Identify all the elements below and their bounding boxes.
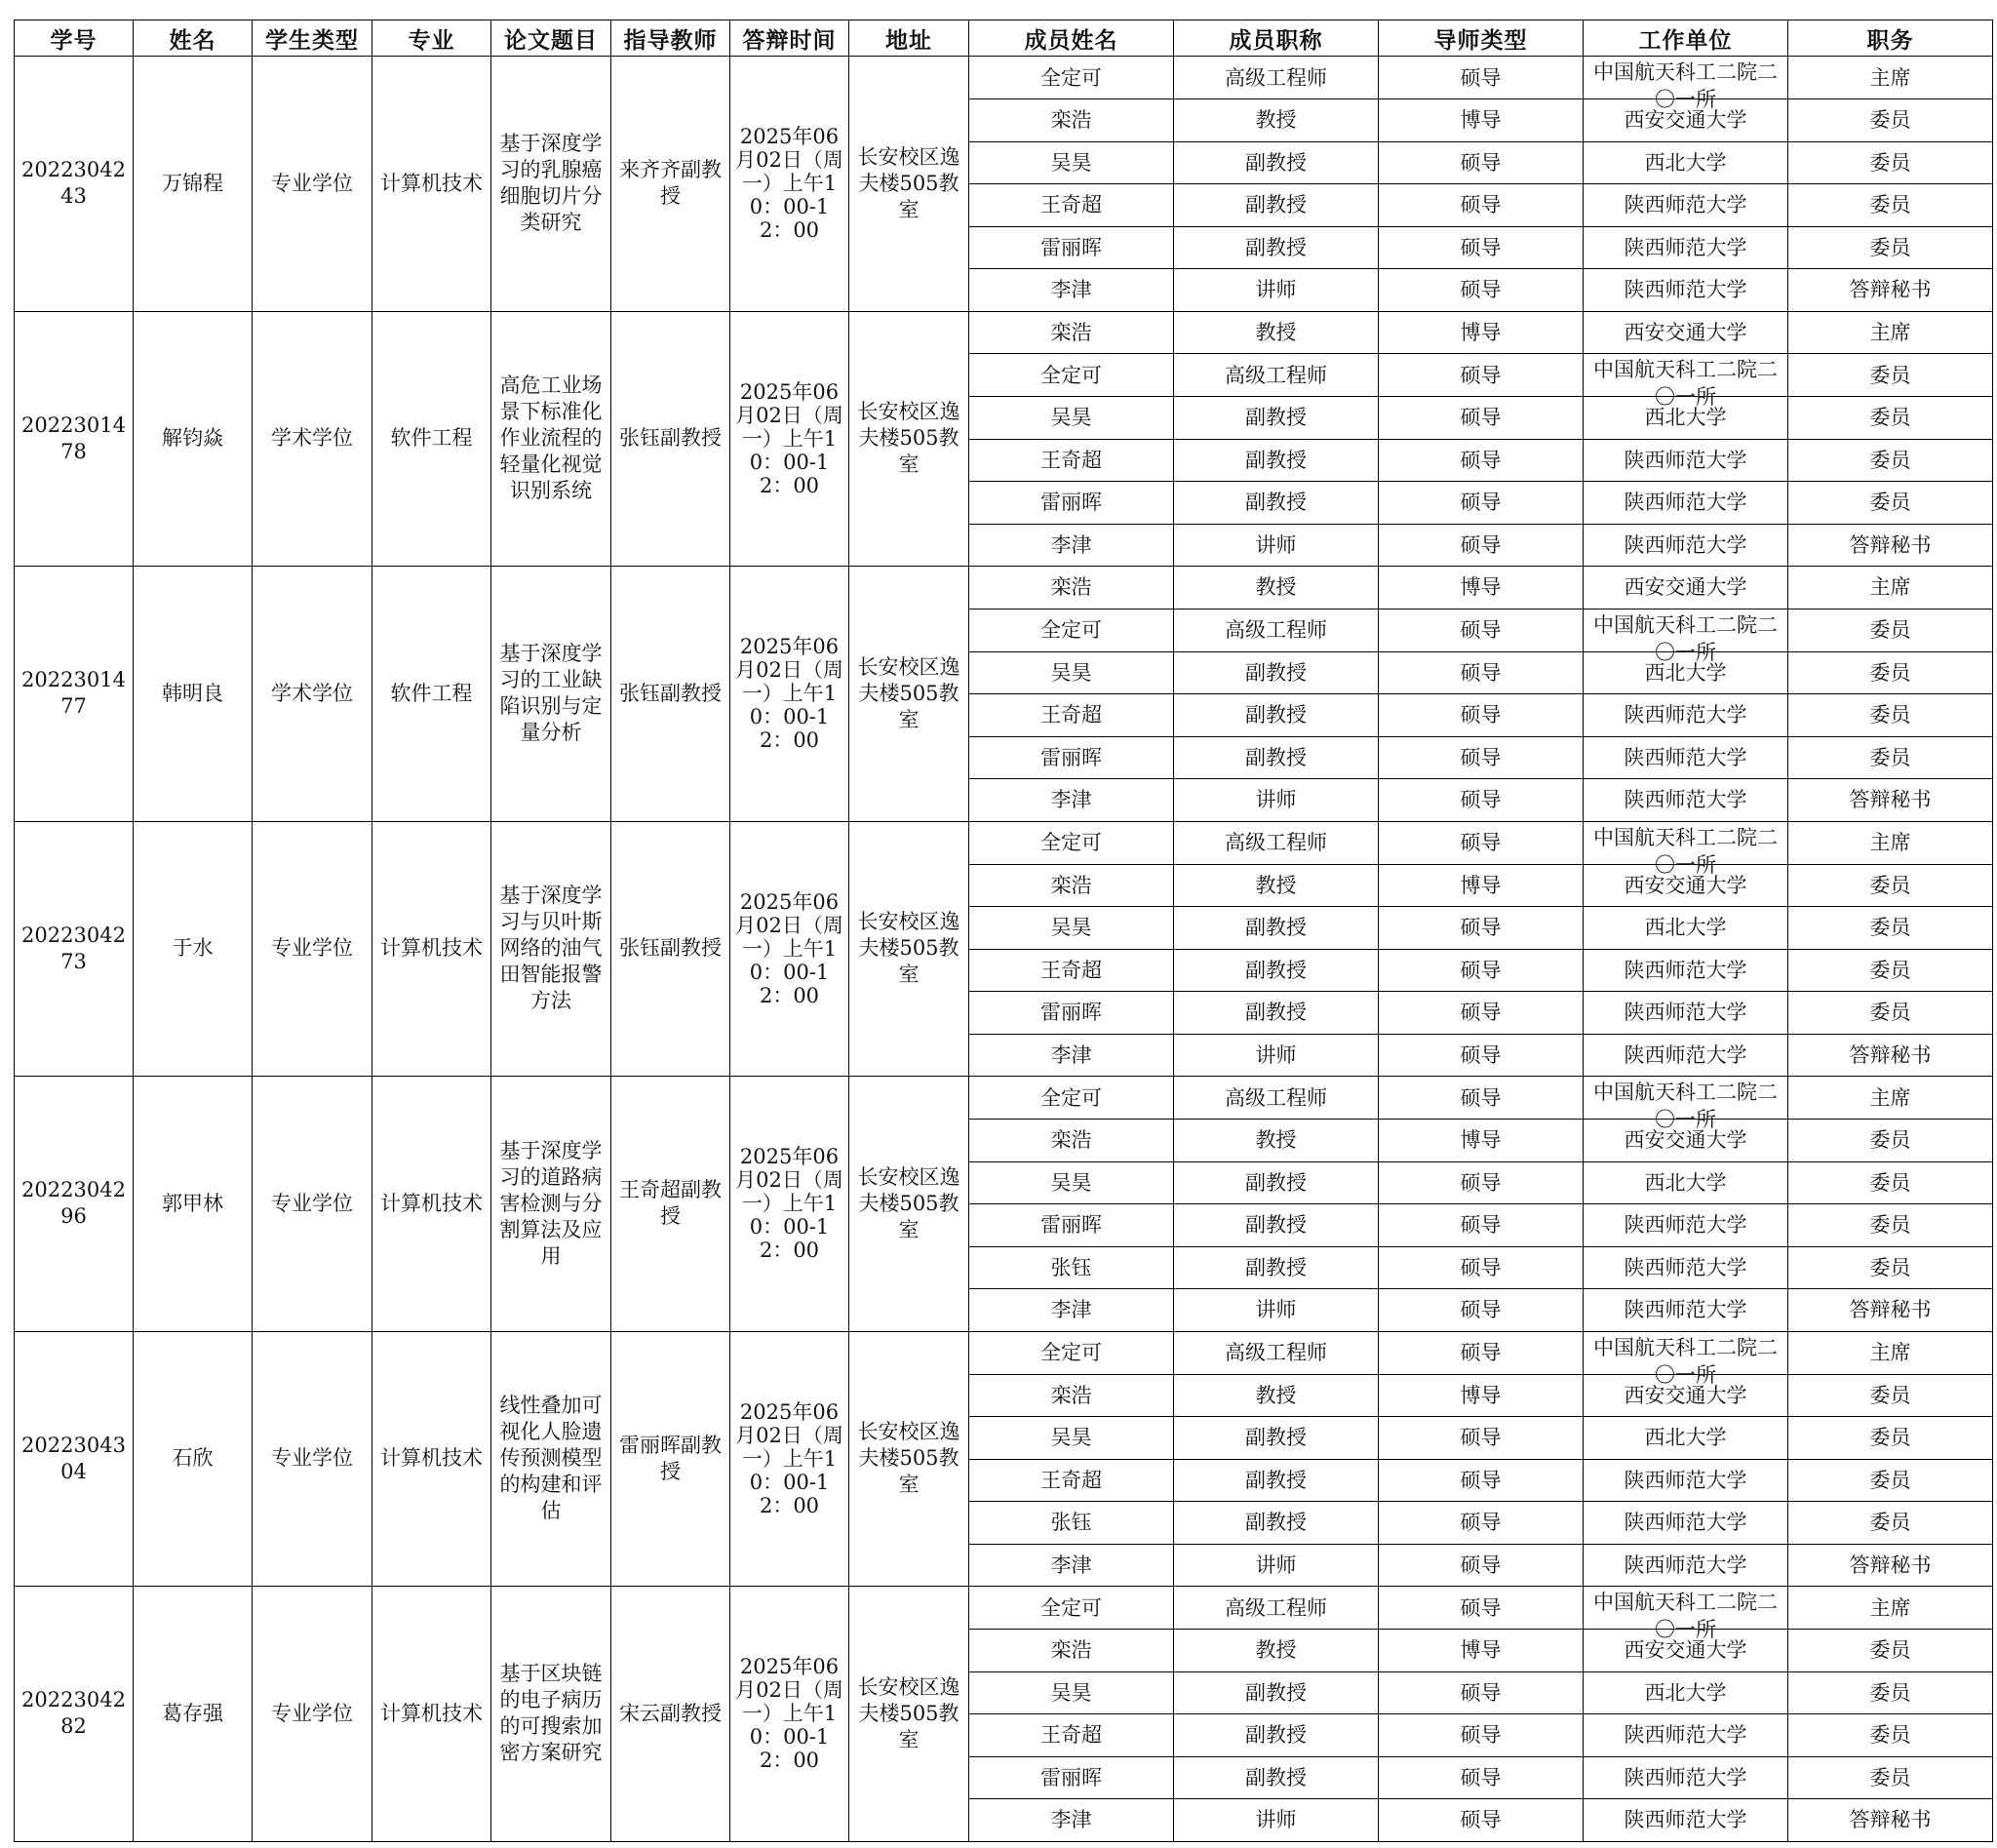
work-unit-cell: 西安交通大学 bbox=[1584, 1374, 1788, 1417]
work-unit-cell: 陕西师范大学 bbox=[1584, 736, 1788, 779]
advisor-cell: 张钰副教授 bbox=[611, 567, 730, 822]
tutor-type-cell: 硕导 bbox=[1379, 57, 1584, 99]
member-rank-cell: 副教授 bbox=[1174, 1417, 1379, 1460]
table-body bbox=[15, 57, 1993, 1842]
member-rank-cell: 教授 bbox=[1174, 864, 1379, 907]
member-name-cell: 吴昊 bbox=[969, 141, 1174, 184]
major-cell: 计算机技术 bbox=[372, 1077, 491, 1332]
major-cell: 软件工程 bbox=[372, 311, 491, 567]
member-rank-cell: 讲师 bbox=[1174, 779, 1379, 822]
member-role-cell: 主席 bbox=[1788, 821, 1993, 864]
member-rank-cell: 高级工程师 bbox=[1174, 57, 1379, 99]
major-cell: 计算机技术 bbox=[372, 1331, 491, 1587]
member-name-cell: 吴昊 bbox=[969, 651, 1174, 694]
work-unit-cell: 陕西师范大学 bbox=[1584, 482, 1788, 525]
header-student-type: 学生类型 bbox=[253, 20, 372, 57]
member-rank-cell: 副教授 bbox=[1174, 992, 1379, 1035]
member-role-cell: 答辩秘书 bbox=[1788, 524, 1993, 567]
table-row bbox=[15, 1077, 1993, 1120]
member-name-cell: 李津 bbox=[969, 524, 1174, 567]
member-name-cell: 雷丽晖 bbox=[969, 226, 1174, 269]
member-role-cell: 委员 bbox=[1788, 1502, 1993, 1545]
advisor-cell: 来齐齐副教授 bbox=[611, 57, 730, 312]
member-role-cell: 委员 bbox=[1788, 439, 1993, 482]
member-role-cell: 答辩秘书 bbox=[1788, 779, 1993, 822]
member-role-cell: 委员 bbox=[1788, 141, 1993, 184]
member-rank-cell: 副教授 bbox=[1174, 1756, 1379, 1799]
table-row bbox=[15, 311, 1993, 354]
member-rank-cell: 副教授 bbox=[1174, 949, 1379, 992]
member-name-cell: 王奇超 bbox=[969, 184, 1174, 227]
member-rank-cell: 副教授 bbox=[1174, 226, 1379, 269]
member-rank-cell: 副教授 bbox=[1174, 694, 1379, 737]
member-role-cell: 主席 bbox=[1788, 57, 1993, 99]
member-role-cell: 主席 bbox=[1788, 1587, 1993, 1630]
member-role-cell: 委员 bbox=[1788, 184, 1993, 227]
tutor-type-cell: 硕导 bbox=[1379, 1714, 1584, 1757]
work-unit-cell: 西北大学 bbox=[1584, 651, 1788, 694]
member-rank-cell: 讲师 bbox=[1174, 1289, 1379, 1332]
member-name-cell: 全定可 bbox=[969, 609, 1174, 651]
member-name-cell: 吴昊 bbox=[969, 397, 1174, 440]
thesis-title-cell: 基于深度学习与贝叶斯网络的油气田智能报警方法 bbox=[491, 821, 611, 1077]
member-role-cell: 答辩秘书 bbox=[1788, 1289, 1993, 1332]
member-rank-cell: 副教授 bbox=[1174, 1502, 1379, 1545]
member-rank-cell: 教授 bbox=[1174, 1374, 1379, 1417]
member-name-cell: 李津 bbox=[969, 779, 1174, 822]
header-work-unit: 工作单位 bbox=[1584, 20, 1788, 57]
defense-schedule-table bbox=[14, 20, 1993, 1842]
member-rank-cell: 副教授 bbox=[1174, 907, 1379, 950]
member-rank-cell: 教授 bbox=[1174, 99, 1379, 142]
work-unit-cell bbox=[1584, 609, 1788, 664]
member-role-cell: 委员 bbox=[1788, 354, 1993, 397]
header-major: 专业 bbox=[372, 20, 491, 57]
tutor-type-cell: 硕导 bbox=[1379, 821, 1584, 864]
work-unit-cell bbox=[1584, 354, 1788, 409]
member-role-cell: 委员 bbox=[1788, 907, 1993, 950]
tutor-type-cell: 硕导 bbox=[1379, 736, 1584, 779]
tutor-type-cell: 硕导 bbox=[1379, 1034, 1584, 1077]
work-unit-cell: 陕西师范大学 bbox=[1584, 269, 1788, 312]
work-unit-cell: 西北大学 bbox=[1584, 1671, 1788, 1714]
tutor-type-cell: 博导 bbox=[1379, 864, 1584, 907]
member-rank-cell: 教授 bbox=[1174, 311, 1379, 354]
work-unit-cell: 西安交通大学 bbox=[1584, 99, 1788, 142]
member-name-cell: 李津 bbox=[969, 1799, 1174, 1842]
member-name-cell: 李津 bbox=[969, 1289, 1174, 1332]
address-cell: 长安校区逸夫楼505教室 bbox=[849, 1077, 969, 1332]
header-role: 职务 bbox=[1788, 20, 1993, 57]
work-unit-cell: 陕西师范大学 bbox=[1584, 184, 1788, 227]
work-unit-text: 中国航天科工二院二〇一所 bbox=[1593, 1335, 1778, 1387]
work-unit-cell bbox=[1584, 1331, 1788, 1387]
member-name-cell: 栾浩 bbox=[969, 567, 1174, 609]
member-name-cell: 雷丽晖 bbox=[969, 482, 1174, 525]
header-student-id: 学号 bbox=[15, 20, 134, 57]
header-defense-time: 答辩时间 bbox=[730, 20, 849, 57]
tutor-type-cell: 硕导 bbox=[1379, 141, 1584, 184]
member-name-cell: 雷丽晖 bbox=[969, 736, 1174, 779]
member-name-cell: 全定可 bbox=[969, 821, 1174, 864]
header-advisor: 指导教师 bbox=[611, 20, 730, 57]
member-rank-cell: 副教授 bbox=[1174, 1246, 1379, 1289]
tutor-type-cell: 硕导 bbox=[1379, 992, 1584, 1035]
table-row bbox=[15, 821, 1993, 864]
address-cell: 长安校区逸夫楼505教室 bbox=[849, 821, 969, 1077]
tutor-type-cell: 硕导 bbox=[1379, 1671, 1584, 1714]
student-id-cell: 2022304273 bbox=[15, 821, 134, 1077]
member-role-cell: 委员 bbox=[1788, 99, 1993, 142]
student-type-cell: 学术学位 bbox=[253, 311, 372, 567]
member-name-cell: 王奇超 bbox=[969, 694, 1174, 737]
member-name-cell: 李津 bbox=[969, 1034, 1174, 1077]
member-role-cell: 答辩秘书 bbox=[1788, 1799, 1993, 1842]
member-name-cell: 王奇超 bbox=[969, 949, 1174, 992]
student-id-cell: 2022304296 bbox=[15, 1077, 134, 1332]
work-unit-cell: 陕西师范大学 bbox=[1584, 1714, 1788, 1757]
tutor-type-cell: 硕导 bbox=[1379, 651, 1584, 694]
member-role-cell: 委员 bbox=[1788, 864, 1993, 907]
member-role-cell: 主席 bbox=[1788, 1331, 1993, 1374]
tutor-type-cell: 硕导 bbox=[1379, 439, 1584, 482]
member-role-cell: 委员 bbox=[1788, 992, 1993, 1035]
work-unit-cell bbox=[1584, 821, 1788, 877]
advisor-cell: 张钰副教授 bbox=[611, 311, 730, 567]
address-cell: 长安校区逸夫楼505教室 bbox=[849, 1587, 969, 1842]
member-rank-cell: 副教授 bbox=[1174, 397, 1379, 440]
thesis-title-cell: 基于区块链的电子病历的可搜索加密方案研究 bbox=[491, 1587, 611, 1842]
student-id-cell: 2022304243 bbox=[15, 57, 134, 312]
student-type-cell: 专业学位 bbox=[253, 1587, 372, 1842]
thesis-title-cell: 基于深度学习的道路病害检测与分割算法及应用 bbox=[491, 1077, 611, 1332]
member-role-cell: 委员 bbox=[1788, 736, 1993, 779]
member-rank-cell: 副教授 bbox=[1174, 1204, 1379, 1247]
header-member-name: 成员姓名 bbox=[969, 20, 1174, 57]
defense-time-cell: 2025年06月02日（周一）上午10：00-12：00 bbox=[730, 1587, 849, 1842]
table-row bbox=[15, 567, 1993, 609]
tutor-type-cell: 硕导 bbox=[1379, 1077, 1584, 1120]
work-unit-cell: 陕西师范大学 bbox=[1584, 949, 1788, 992]
member-rank-cell: 副教授 bbox=[1174, 1459, 1379, 1502]
member-name-cell: 李津 bbox=[969, 269, 1174, 312]
work-unit-cell: 陕西师范大学 bbox=[1584, 226, 1788, 269]
member-rank-cell: 副教授 bbox=[1174, 1714, 1379, 1757]
member-name-cell: 全定可 bbox=[969, 1331, 1174, 1374]
tutor-type-cell: 硕导 bbox=[1379, 1756, 1584, 1799]
tutor-type-cell: 硕导 bbox=[1379, 482, 1584, 525]
member-role-cell: 委员 bbox=[1788, 482, 1993, 525]
member-role-cell: 主席 bbox=[1788, 567, 1993, 609]
student-type-cell: 专业学位 bbox=[253, 821, 372, 1077]
member-name-cell: 全定可 bbox=[969, 1587, 1174, 1630]
address-cell: 长安校区逸夫楼505教室 bbox=[849, 567, 969, 822]
student-id-cell: 2022304282 bbox=[15, 1587, 134, 1842]
address-cell: 长安校区逸夫楼505教室 bbox=[849, 311, 969, 567]
advisor-cell: 张钰副教授 bbox=[611, 821, 730, 1077]
tutor-type-cell: 硕导 bbox=[1379, 397, 1584, 440]
member-role-cell: 委员 bbox=[1788, 1161, 1993, 1204]
student-name-cell: 葛存强 bbox=[134, 1587, 253, 1842]
work-unit-cell: 陕西师范大学 bbox=[1584, 1502, 1788, 1545]
work-unit-cell: 陕西师范大学 bbox=[1584, 1289, 1788, 1332]
work-unit-cell: 西安交通大学 bbox=[1584, 311, 1788, 354]
tutor-type-cell: 硕导 bbox=[1379, 524, 1584, 567]
member-role-cell: 答辩秘书 bbox=[1788, 1544, 1993, 1587]
member-rank-cell: 教授 bbox=[1174, 567, 1379, 609]
tutor-type-cell: 博导 bbox=[1379, 1374, 1584, 1417]
member-name-cell: 吴昊 bbox=[969, 907, 1174, 950]
work-unit-cell: 陕西师范大学 bbox=[1584, 1246, 1788, 1289]
thesis-title-cell: 线性叠加可视化人脸遗传预测模型的构建和评估 bbox=[491, 1331, 611, 1587]
work-unit-cell: 西北大学 bbox=[1584, 907, 1788, 950]
member-role-cell: 委员 bbox=[1788, 1204, 1993, 1247]
member-name-cell: 李津 bbox=[969, 1544, 1174, 1587]
member-role-cell: 委员 bbox=[1788, 1120, 1993, 1162]
tutor-type-cell: 硕导 bbox=[1379, 1417, 1584, 1460]
member-role-cell: 委员 bbox=[1788, 1246, 1993, 1289]
tutor-type-cell: 博导 bbox=[1379, 1120, 1584, 1162]
tutor-type-cell: 硕导 bbox=[1379, 269, 1584, 312]
tutor-type-cell: 硕导 bbox=[1379, 1331, 1584, 1374]
work-unit-text: 中国航天科工二院二〇一所 bbox=[1593, 825, 1778, 877]
member-name-cell: 栾浩 bbox=[969, 1374, 1174, 1417]
member-rank-cell: 副教授 bbox=[1174, 651, 1379, 694]
table-row bbox=[15, 57, 1993, 99]
advisor-cell: 宋云副教授 bbox=[611, 1587, 730, 1842]
advisor-cell: 雷丽晖副教授 bbox=[611, 1331, 730, 1587]
member-role-cell: 委员 bbox=[1788, 1417, 1993, 1460]
tutor-type-cell: 硕导 bbox=[1379, 354, 1584, 397]
student-name-cell: 于水 bbox=[134, 821, 253, 1077]
member-name-cell: 张钰 bbox=[969, 1502, 1174, 1545]
member-rank-cell: 高级工程师 bbox=[1174, 821, 1379, 864]
work-unit-cell: 陕西师范大学 bbox=[1584, 1756, 1788, 1799]
work-unit-cell: 西安交通大学 bbox=[1584, 1120, 1788, 1162]
thesis-title-cell: 高危工业场景下标准化作业流程的轻量化视觉识别系统 bbox=[491, 311, 611, 567]
member-rank-cell: 副教授 bbox=[1174, 184, 1379, 227]
defense-time-cell: 2025年06月02日（周一）上午10：00-12：00 bbox=[730, 57, 849, 312]
member-name-cell: 吴昊 bbox=[969, 1161, 1174, 1204]
student-type-cell: 专业学位 bbox=[253, 1077, 372, 1332]
student-id-cell: 2022304304 bbox=[15, 1331, 134, 1587]
work-unit-cell: 陕西师范大学 bbox=[1584, 1204, 1788, 1247]
member-name-cell: 栾浩 bbox=[969, 864, 1174, 907]
address-cell: 长安校区逸夫楼505教室 bbox=[849, 1331, 969, 1587]
work-unit-cell: 西安交通大学 bbox=[1584, 1630, 1788, 1672]
tutor-type-cell: 硕导 bbox=[1379, 184, 1584, 227]
member-rank-cell: 讲师 bbox=[1174, 1799, 1379, 1842]
member-rank-cell: 副教授 bbox=[1174, 1671, 1379, 1714]
member-rank-cell: 讲师 bbox=[1174, 269, 1379, 312]
work-unit-text: 中国航天科工二院二〇一所 bbox=[1593, 1591, 1778, 1641]
tutor-type-cell: 博导 bbox=[1379, 99, 1584, 142]
member-rank-cell: 讲师 bbox=[1174, 1034, 1379, 1077]
work-unit-cell: 西北大学 bbox=[1584, 1417, 1788, 1460]
tutor-type-cell: 硕导 bbox=[1379, 609, 1584, 651]
work-unit-cell: 西安交通大学 bbox=[1584, 864, 1788, 907]
work-unit-cell: 陕西师范大学 bbox=[1584, 779, 1788, 822]
member-name-cell: 吴昊 bbox=[969, 1417, 1174, 1460]
tutor-type-cell: 博导 bbox=[1379, 311, 1584, 354]
header-thesis-title: 论文题目 bbox=[491, 20, 611, 57]
member-name-cell: 栾浩 bbox=[969, 311, 1174, 354]
table-row bbox=[15, 1331, 1993, 1374]
member-name-cell: 全定可 bbox=[969, 354, 1174, 397]
header-address: 地址 bbox=[849, 20, 969, 57]
work-unit-cell: 西安交通大学 bbox=[1584, 567, 1788, 609]
member-name-cell: 张钰 bbox=[969, 1246, 1174, 1289]
work-unit-cell: 陕西师范大学 bbox=[1584, 1544, 1788, 1587]
member-role-cell: 委员 bbox=[1788, 1374, 1993, 1417]
member-name-cell: 雷丽晖 bbox=[969, 992, 1174, 1035]
member-role-cell: 委员 bbox=[1788, 1756, 1993, 1799]
defense-time-cell: 2025年06月02日（周一）上午10：00-12：00 bbox=[730, 567, 849, 822]
work-unit-cell: 西北大学 bbox=[1584, 397, 1788, 440]
advisor-cell: 王奇超副教授 bbox=[611, 1077, 730, 1332]
work-unit-cell bbox=[1584, 1587, 1788, 1641]
member-name-cell: 栾浩 bbox=[969, 1120, 1174, 1162]
member-rank-cell: 副教授 bbox=[1174, 1161, 1379, 1204]
member-rank-cell: 高级工程师 bbox=[1174, 1077, 1379, 1120]
tutor-type-cell: 硕导 bbox=[1379, 1544, 1584, 1587]
header-member-rank: 成员职称 bbox=[1174, 20, 1379, 57]
major-cell: 计算机技术 bbox=[372, 1587, 491, 1842]
work-unit-cell: 陕西师范大学 bbox=[1584, 1799, 1788, 1842]
member-name-cell: 栾浩 bbox=[969, 99, 1174, 142]
thesis-title-cell: 基于深度学习的乳腺癌细胞切片分类研究 bbox=[491, 57, 611, 312]
student-type-cell: 专业学位 bbox=[253, 1331, 372, 1587]
address-cell: 长安校区逸夫楼505教室 bbox=[849, 57, 969, 312]
member-name-cell: 全定可 bbox=[969, 57, 1174, 99]
member-rank-cell: 高级工程师 bbox=[1174, 609, 1379, 651]
member-rank-cell: 教授 bbox=[1174, 1120, 1379, 1162]
work-unit-text: 中国航天科工二院二〇一所 bbox=[1593, 358, 1778, 409]
member-role-cell: 委员 bbox=[1788, 651, 1993, 694]
tutor-type-cell: 硕导 bbox=[1379, 1289, 1584, 1332]
work-unit-cell: 陕西师范大学 bbox=[1584, 1034, 1788, 1077]
work-unit-cell: 陕西师范大学 bbox=[1584, 694, 1788, 737]
defense-time-cell: 2025年06月02日（周一）上午10：00-12：00 bbox=[730, 311, 849, 567]
member-role-cell: 答辩秘书 bbox=[1788, 1034, 1993, 1077]
tutor-type-cell: 硕导 bbox=[1379, 1161, 1584, 1204]
member-rank-cell: 高级工程师 bbox=[1174, 1331, 1379, 1374]
tutor-type-cell: 硕导 bbox=[1379, 949, 1584, 992]
member-rank-cell: 讲师 bbox=[1174, 1544, 1379, 1587]
work-unit-text: 中国航天科工二院二〇一所 bbox=[1593, 1081, 1778, 1131]
tutor-type-cell: 硕导 bbox=[1379, 226, 1584, 269]
work-unit-cell bbox=[1584, 57, 1788, 111]
member-rank-cell: 副教授 bbox=[1174, 439, 1379, 482]
member-name-cell: 全定可 bbox=[969, 1077, 1174, 1120]
member-role-cell: 委员 bbox=[1788, 949, 1993, 992]
tutor-type-cell: 硕导 bbox=[1379, 1587, 1584, 1630]
member-role-cell: 委员 bbox=[1788, 609, 1993, 651]
work-unit-cell bbox=[1584, 1077, 1788, 1131]
student-name-cell: 解钧焱 bbox=[134, 311, 253, 567]
work-unit-cell: 陕西师范大学 bbox=[1584, 1459, 1788, 1502]
tutor-type-cell: 博导 bbox=[1379, 567, 1584, 609]
defense-time-cell: 2025年06月02日（周一）上午10：00-12：00 bbox=[730, 821, 849, 1077]
member-rank-cell: 副教授 bbox=[1174, 141, 1379, 184]
member-rank-cell: 副教授 bbox=[1174, 736, 1379, 779]
header-row bbox=[15, 20, 1993, 57]
work-unit-cell: 西北大学 bbox=[1584, 141, 1788, 184]
member-role-cell: 委员 bbox=[1788, 397, 1993, 440]
member-role-cell: 答辩秘书 bbox=[1788, 269, 1993, 312]
header-name: 姓名 bbox=[134, 20, 253, 57]
tutor-type-cell: 硕导 bbox=[1379, 1502, 1584, 1545]
major-cell: 计算机技术 bbox=[372, 57, 491, 312]
student-name-cell: 郭甲林 bbox=[134, 1077, 253, 1332]
member-name-cell: 王奇超 bbox=[969, 439, 1174, 482]
tutor-type-cell: 硕导 bbox=[1379, 1799, 1584, 1842]
student-type-cell: 学术学位 bbox=[253, 567, 372, 822]
member-name-cell: 雷丽晖 bbox=[969, 1204, 1174, 1247]
tutor-type-cell: 硕导 bbox=[1379, 1246, 1584, 1289]
member-rank-cell: 高级工程师 bbox=[1174, 1587, 1379, 1630]
thesis-title-cell: 基于深度学习的工业缺陷识别与定量分析 bbox=[491, 567, 611, 822]
member-name-cell: 栾浩 bbox=[969, 1630, 1174, 1672]
member-rank-cell: 教授 bbox=[1174, 1630, 1379, 1672]
member-rank-cell: 高级工程师 bbox=[1174, 354, 1379, 397]
member-role-cell: 主席 bbox=[1788, 311, 1993, 354]
member-name-cell: 王奇超 bbox=[969, 1459, 1174, 1502]
student-id-cell: 2022301478 bbox=[15, 311, 134, 567]
member-role-cell: 委员 bbox=[1788, 1459, 1993, 1502]
student-name-cell: 韩明良 bbox=[134, 567, 253, 822]
member-rank-cell: 讲师 bbox=[1174, 524, 1379, 567]
student-type-cell: 专业学位 bbox=[253, 57, 372, 312]
student-name-cell: 万锦程 bbox=[134, 57, 253, 312]
tutor-type-cell: 博导 bbox=[1379, 1630, 1584, 1672]
member-rank-cell: 副教授 bbox=[1174, 482, 1379, 525]
work-unit-cell: 陕西师范大学 bbox=[1584, 439, 1788, 482]
major-cell: 计算机技术 bbox=[372, 821, 491, 1077]
tutor-type-cell: 硕导 bbox=[1379, 1459, 1584, 1502]
member-role-cell: 委员 bbox=[1788, 1714, 1993, 1757]
member-role-cell: 委员 bbox=[1788, 226, 1993, 269]
tutor-type-cell: 硕导 bbox=[1379, 907, 1584, 950]
work-unit-text: 中国航天科工二院二〇一所 bbox=[1593, 612, 1778, 664]
work-unit-cell: 陕西师范大学 bbox=[1584, 992, 1788, 1035]
member-role-cell: 委员 bbox=[1788, 694, 1993, 737]
work-unit-cell: 陕西师范大学 bbox=[1584, 524, 1788, 567]
table-row bbox=[15, 1587, 1993, 1630]
member-role-cell: 委员 bbox=[1788, 1671, 1993, 1714]
member-name-cell: 雷丽晖 bbox=[969, 1756, 1174, 1799]
defense-time-cell: 2025年06月02日（周一）上午10：00-12：00 bbox=[730, 1331, 849, 1587]
tutor-type-cell: 硕导 bbox=[1379, 779, 1584, 822]
member-name-cell: 王奇超 bbox=[969, 1714, 1174, 1757]
header-tutor-type: 导师类型 bbox=[1379, 20, 1584, 57]
tutor-type-cell: 硕导 bbox=[1379, 694, 1584, 737]
major-cell: 软件工程 bbox=[372, 567, 491, 822]
work-unit-cell: 西北大学 bbox=[1584, 1161, 1788, 1204]
work-unit-text: 中国航天科工二院二〇一所 bbox=[1593, 60, 1778, 111]
member-role-cell: 主席 bbox=[1788, 1077, 1993, 1120]
tutor-type-cell: 硕导 bbox=[1379, 1204, 1584, 1247]
member-name-cell: 吴昊 bbox=[969, 1671, 1174, 1714]
defense-time-cell: 2025年06月02日（周一）上午10：00-12：00 bbox=[730, 1077, 849, 1332]
member-role-cell: 委员 bbox=[1788, 1630, 1993, 1672]
student-id-cell: 2022301477 bbox=[15, 567, 134, 822]
student-name-cell: 石欣 bbox=[134, 1331, 253, 1587]
